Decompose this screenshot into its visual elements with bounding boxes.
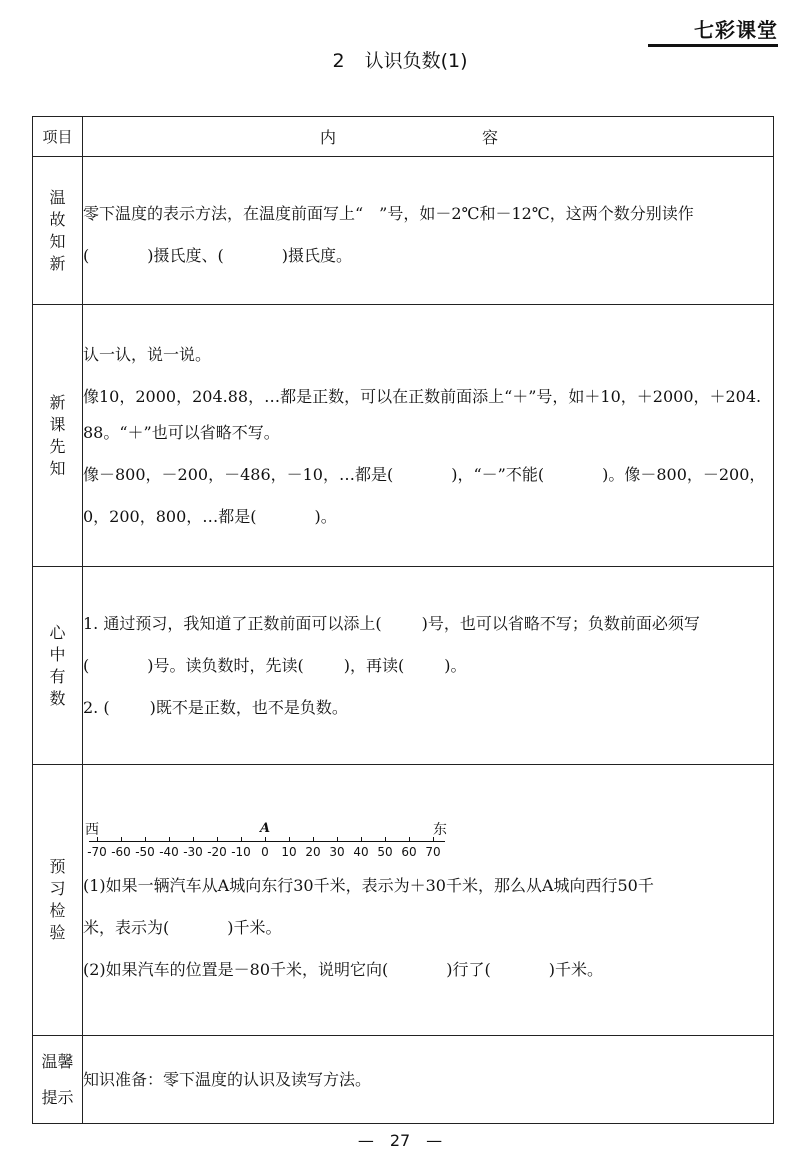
number-line-tick-label: 0 xyxy=(261,845,269,859)
text-line: (1)如果一辆汽车从A城向东行30千米，表示为＋30千米，那么从A城向西行50千 xyxy=(83,876,654,895)
label-char: 温 xyxy=(49,187,66,207)
number-line-tick xyxy=(145,837,146,842)
number-line-tick xyxy=(121,837,122,842)
row-label-review xyxy=(33,157,83,305)
section-title: 认识负数(1) xyxy=(364,50,468,72)
text-line: 零下温度的表示方法，在温度前面写上“ ”号，如－2℃和－12℃，这两个数分别读作 xyxy=(83,203,694,223)
row-content-mind-check xyxy=(83,567,774,765)
number-line-tick xyxy=(361,837,362,842)
number-line-tick xyxy=(193,837,194,842)
page-title xyxy=(0,46,800,73)
text-line: 88。“＋”也可以省略不写。 xyxy=(83,422,280,442)
text-line: 0，200，800，…都是( )。 xyxy=(83,506,337,526)
label-char: 有 xyxy=(49,666,66,686)
label-char: 中 xyxy=(49,644,66,664)
number-line-tick-label: 20 xyxy=(305,845,321,859)
label-char: 提示 xyxy=(41,1087,74,1107)
label-char: 知 xyxy=(49,458,66,478)
section-number: 2 xyxy=(332,50,345,72)
row-preview-test xyxy=(33,765,774,1036)
number-line-tick xyxy=(265,837,266,842)
number-line-tick xyxy=(409,837,410,842)
number-line-tick xyxy=(289,837,290,842)
brand-logo: 七彩课堂 xyxy=(694,18,778,42)
text-line: 知识准备：零下温度的认识及读写方法。 xyxy=(83,1069,372,1089)
number-line-tick-label: -10 xyxy=(231,845,251,859)
label-char: 温馨 xyxy=(41,1051,74,1071)
label-char: 习 xyxy=(49,879,66,898)
text-line: ( )摄氏度、( )摄氏度。 xyxy=(83,245,352,265)
text-line: (2)如果汽车的位置是－80千米，说明它向( )行了( )千米。 xyxy=(83,960,604,979)
text-line: ( )号。读负数时，先读( )，再读( )。 xyxy=(83,655,467,675)
text-line: 像10，2000，204.88，…都是正数，可以在正数前面添上“＋”号，如＋10，＋2000，＋204. xyxy=(83,386,762,406)
text-line: 像－800，－200，－486，－10，…都是( )，“－”不能( )。像－800，－200， xyxy=(83,464,766,484)
text-line: 2. ( )既不是正数，也不是负数。 xyxy=(83,697,348,717)
number-line-tick-label: 10 xyxy=(281,845,297,859)
number-line-tick-label: -50 xyxy=(135,845,155,859)
label-char: 心 xyxy=(49,622,66,642)
label-char: 数 xyxy=(49,688,66,708)
row-label-new-lesson xyxy=(33,305,83,567)
label-char: 知 xyxy=(49,231,66,251)
number-line-tick-label: 60 xyxy=(401,845,417,859)
row-label-tips xyxy=(33,1036,83,1124)
label-char: 故 xyxy=(49,209,66,229)
row-label-mind-check xyxy=(33,567,83,765)
label-char: 检 xyxy=(49,901,66,920)
label-char: 预 xyxy=(49,857,66,876)
number-line-tick-label: -20 xyxy=(207,845,227,859)
number-line-tick-label: 50 xyxy=(377,845,393,859)
header-project: 项目 xyxy=(33,117,83,157)
text-line: 米，表示为( )千米。 xyxy=(83,918,282,937)
table-header-row xyxy=(33,117,774,157)
number-line-tick xyxy=(313,837,314,842)
text-line: 1. 通过预习，我知道了正数前面可以添上( )号，也可以省略不写；负数前面必须写 xyxy=(83,613,700,633)
number-line-tick xyxy=(241,837,242,842)
text-line: 认一认，说一说。 xyxy=(83,344,212,364)
point-a-label: A xyxy=(259,821,271,836)
number-line-tick xyxy=(337,837,338,842)
number-line-tick xyxy=(385,837,386,842)
number-line-tick-label: 30 xyxy=(329,845,345,859)
label-char: 验 xyxy=(49,923,66,942)
row-label-preview-test xyxy=(33,765,83,1036)
number-line xyxy=(83,819,463,863)
label-char: 新 xyxy=(49,253,66,273)
row-content-new-lesson xyxy=(83,305,774,567)
worksheet-table xyxy=(32,116,774,1124)
row-content-tips xyxy=(83,1036,774,1124)
west-label: 西 xyxy=(85,822,99,838)
number-line-tick-label: -40 xyxy=(159,845,179,859)
number-line-tick-label: -60 xyxy=(111,845,131,859)
number-line-tick xyxy=(169,837,170,842)
number-line-axis xyxy=(89,841,445,842)
number-line-tick-label: -30 xyxy=(183,845,203,859)
label-char: 新 xyxy=(49,392,66,412)
label-char: 先 xyxy=(49,436,66,456)
page-number: — 27 — xyxy=(357,1131,443,1150)
row-mind-check xyxy=(33,567,774,765)
row-content-review xyxy=(83,157,774,305)
header-content: 内 容 xyxy=(83,117,774,157)
number-line-tick xyxy=(217,837,218,842)
number-line-tick xyxy=(433,837,434,842)
number-line-tick-label: -70 xyxy=(87,845,107,859)
number-line-tick xyxy=(97,837,98,842)
row-new-lesson xyxy=(33,305,774,567)
row-tips xyxy=(33,1036,774,1124)
number-line-tick-label: 70 xyxy=(425,845,441,859)
label-char: 课 xyxy=(49,414,66,434)
number-line-tick-label: 40 xyxy=(353,845,369,859)
row-review xyxy=(33,157,774,305)
row-content-preview-test xyxy=(83,765,774,1036)
east-label: 东 xyxy=(433,822,447,838)
